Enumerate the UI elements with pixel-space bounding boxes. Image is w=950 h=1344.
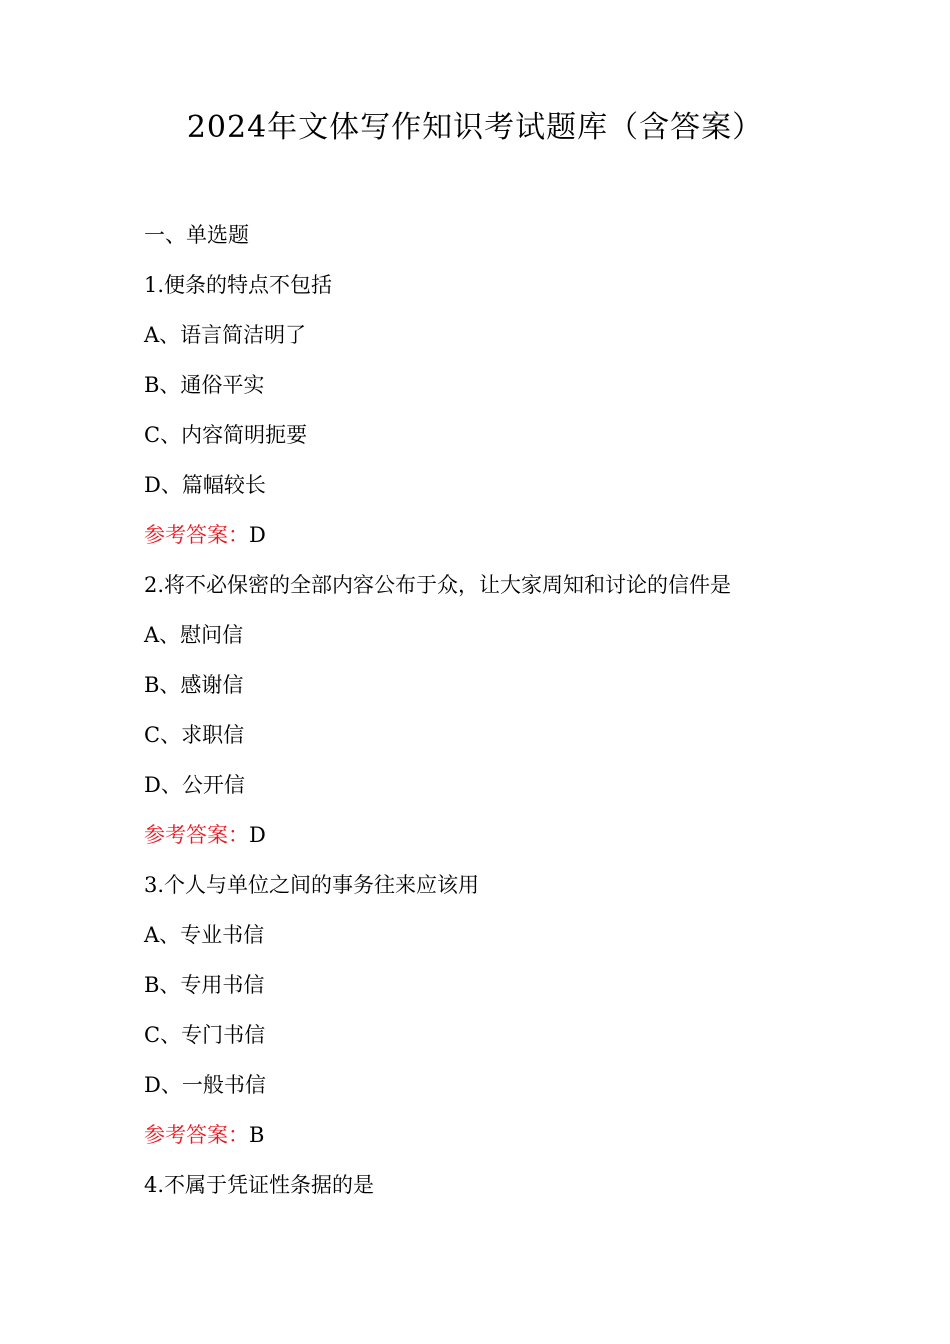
question-2-option-b: B、感谢信	[144, 673, 244, 697]
question-3-option-a: A、专业书信	[144, 923, 265, 947]
question-2-option-d: D、公开信	[144, 773, 245, 797]
answer-label: 参考答案：	[144, 1123, 249, 1147]
question-2-option-c: C、求职信	[144, 723, 245, 747]
question-2-option-a: A、慰问信	[144, 623, 244, 647]
answer-value: D	[249, 523, 266, 547]
answer-label: 参考答案：	[144, 823, 249, 847]
question-1-option-d: D、篇幅较长	[144, 473, 266, 497]
question-1-option-a: A、语言简洁明了	[144, 323, 307, 347]
answer-label: 参考答案：	[144, 523, 249, 547]
question-1-option-c: C、内容简明扼要	[144, 423, 308, 447]
question-stem-4: 4.不属于凭证性条据的是	[144, 1173, 375, 1197]
answer-value: B	[249, 1123, 265, 1147]
section-heading: 一、单选题	[144, 223, 249, 247]
question-3-option-c: C、专门书信	[144, 1023, 266, 1047]
question-stem-1: 1.便条的特点不包括	[144, 273, 333, 297]
question-stem-2: 2.将不必保密的全部内容公布于众，让大家周知和讨论的信件是	[144, 573, 732, 597]
question-3-option-b: B、专用书信	[144, 973, 265, 997]
question-1-option-b: B、通俗平实	[144, 373, 265, 397]
question-3-option-d: D、一般书信	[144, 1073, 266, 1097]
answer-value: D	[249, 823, 266, 847]
question-list	[144, 216, 824, 1216]
question-stem-3: 3.个人与单位之间的事务往来应该用	[144, 873, 480, 897]
question-2-answer	[144, 816, 824, 866]
page-title: 2024年文体写作知识考试题库（含答案）	[186, 110, 764, 145]
question-1-answer	[144, 516, 824, 566]
question-3-answer	[144, 1116, 824, 1166]
